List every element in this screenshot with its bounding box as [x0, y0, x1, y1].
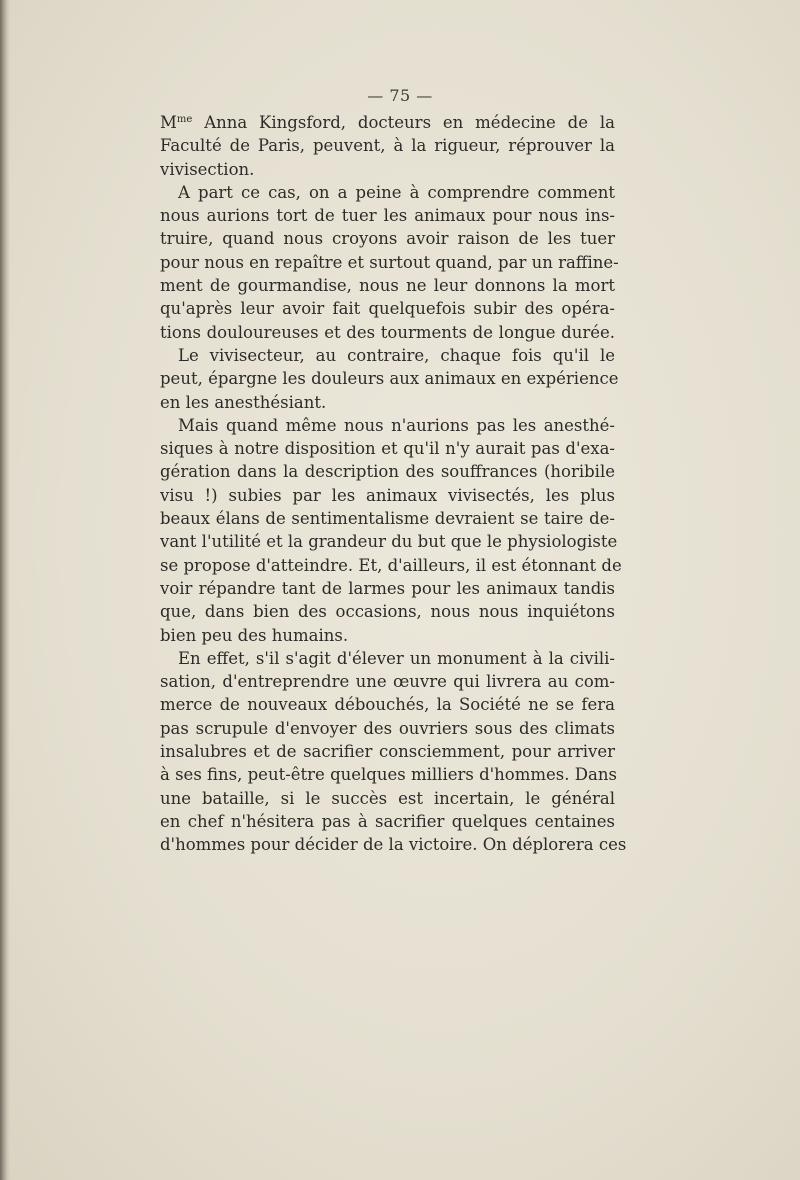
text-line: En effet, s'il s'agit d'élever un monument à la civili-	[178, 648, 615, 668]
page-binding-edge	[0, 0, 10, 1180]
text-line: Faculté de Paris, peuvent, à la rigueur, réprouver la	[160, 136, 615, 156]
text-line: Mais quand même nous n'aurions pas les anesthé-	[178, 415, 615, 435]
text-line: en chef n'hésitera pas à sacrifier quelques centaines	[160, 811, 615, 831]
text-line: insalubres et de sacrifier consciemment, pour arriver	[160, 742, 615, 762]
text-line: siques à notre disposition et qu'il n'y aurait pas d'exa-	[160, 439, 615, 459]
text-line: pour nous en repaître et surtout quand, par un raffine-	[160, 252, 619, 272]
text-line: tions douloureuses et des tourments de longue durée.	[160, 322, 615, 342]
text-line: bien peu des humains.	[160, 625, 349, 645]
text-line: merce de nouveaux débouchés, la Société ne se fera	[160, 695, 615, 715]
text-line: ment de gourmandise, nous ne leur donnons la mort	[160, 276, 615, 296]
text-line: que, dans bien des occasions, nous nous inquiétons	[160, 602, 615, 622]
text-line: en les anesthésiant.	[160, 392, 327, 412]
text-line: pas scrupule d'envoyer des ouvriers sous des climats	[160, 718, 615, 738]
body-text	[160, 111, 627, 857]
text-line: vant l'utilité et la grandeur du but que le physiologiste	[160, 532, 618, 552]
text-line: se propose d'atteindre. Et, d'ailleurs, il est étonnant de	[160, 555, 622, 575]
text-line: nous aurions tort de tuer les animaux pour nous ins-	[160, 206, 615, 226]
text-line: $M^{me}$ Anna Kingsford, docteurs en médecine de la	[160, 113, 615, 132]
text-line: qu'après leur avoir fait quelquefois subir des opéra-	[160, 299, 615, 319]
text-line: peut, épargne les douleurs aux animaux en expérience	[160, 369, 619, 389]
text-line: d'hommes pour décider de la victoire. On déplorera ces	[160, 835, 627, 855]
text-line: à ses fins, peut-être quelques milliers d'hommes. Dans	[160, 765, 617, 785]
text-line: une bataille, si le succès est incertain, le général	[160, 788, 615, 808]
page-number: — 75 —	[367, 86, 433, 105]
text-line: vivisection.	[160, 159, 255, 179]
text-line: Le vivisecteur, au contraire, chaque fois qu'il le	[178, 345, 615, 365]
text-line: visu !) subies par les animaux vivisectés, les plus	[160, 485, 615, 505]
text-line: voir répandre tant de larmes pour les animaux tandis	[160, 578, 615, 598]
text-line: sation, d'entreprendre une œuvre qui livrera au com-	[160, 672, 615, 692]
honorific: $M^{me}$	[160, 113, 193, 132]
text-line: beaux élans de sentimentalisme devraient se taire de-	[160, 509, 615, 529]
text-line: gération dans la description des souffrances (horibile	[160, 462, 615, 482]
text-line: A part ce cas, on a peine à comprendre comment	[178, 182, 615, 202]
text-line: truire, quand nous croyons avoir raison de les tuer	[160, 229, 615, 249]
